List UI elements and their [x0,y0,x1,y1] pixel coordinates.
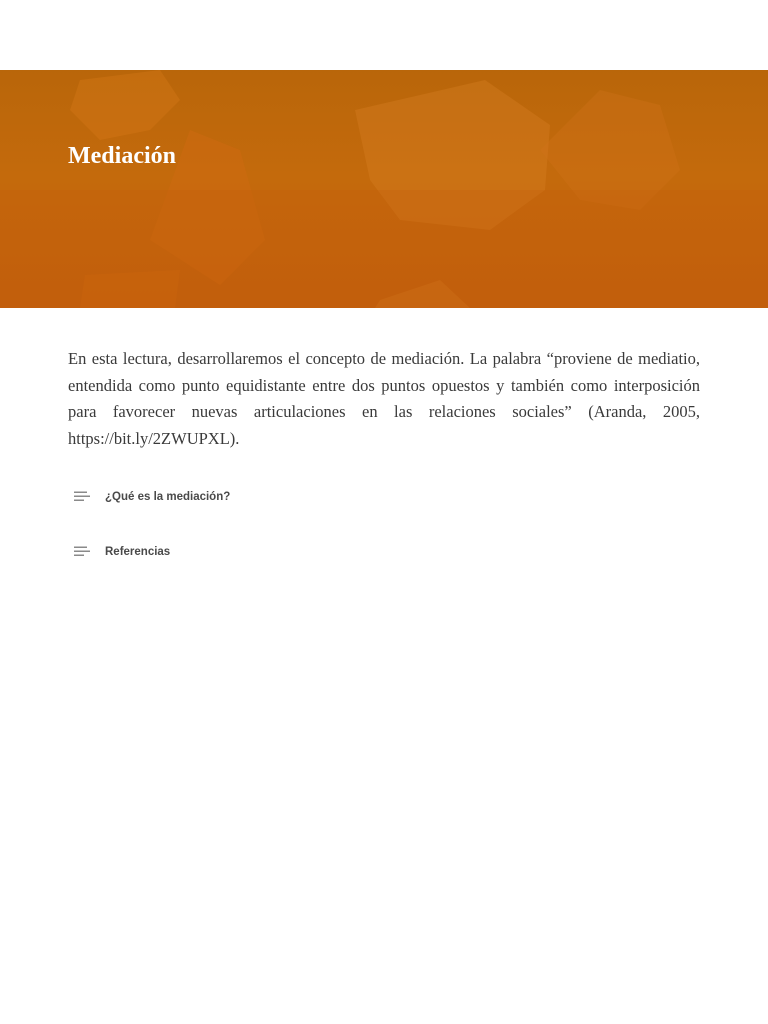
header-banner [0,70,768,308]
section-item-que-es-la-mediacion[interactable] [68,480,700,514]
section-item-label: Referencias [105,546,171,558]
intro-paragraph: En esta lectura, desarrollaremos el concepto de mediación. La palabra “proviene de mediatio, entendida como punto equidistante entre dos puntos opuestos y también como interposición para favorecer nuevas articulaciones en las relaciones sociales” (Aranda, 2005, https://bit.ly/2ZWUPXL). [68,349,700,448]
section-list [68,480,700,590]
lines-icon [68,480,105,514]
lines-icon [68,535,105,569]
banner-background-art [0,70,768,308]
section-item-label: ¿Qué es la mediación? [105,491,231,503]
page-title: Mediación [68,143,176,169]
section-item-referencias[interactable] [68,535,700,569]
